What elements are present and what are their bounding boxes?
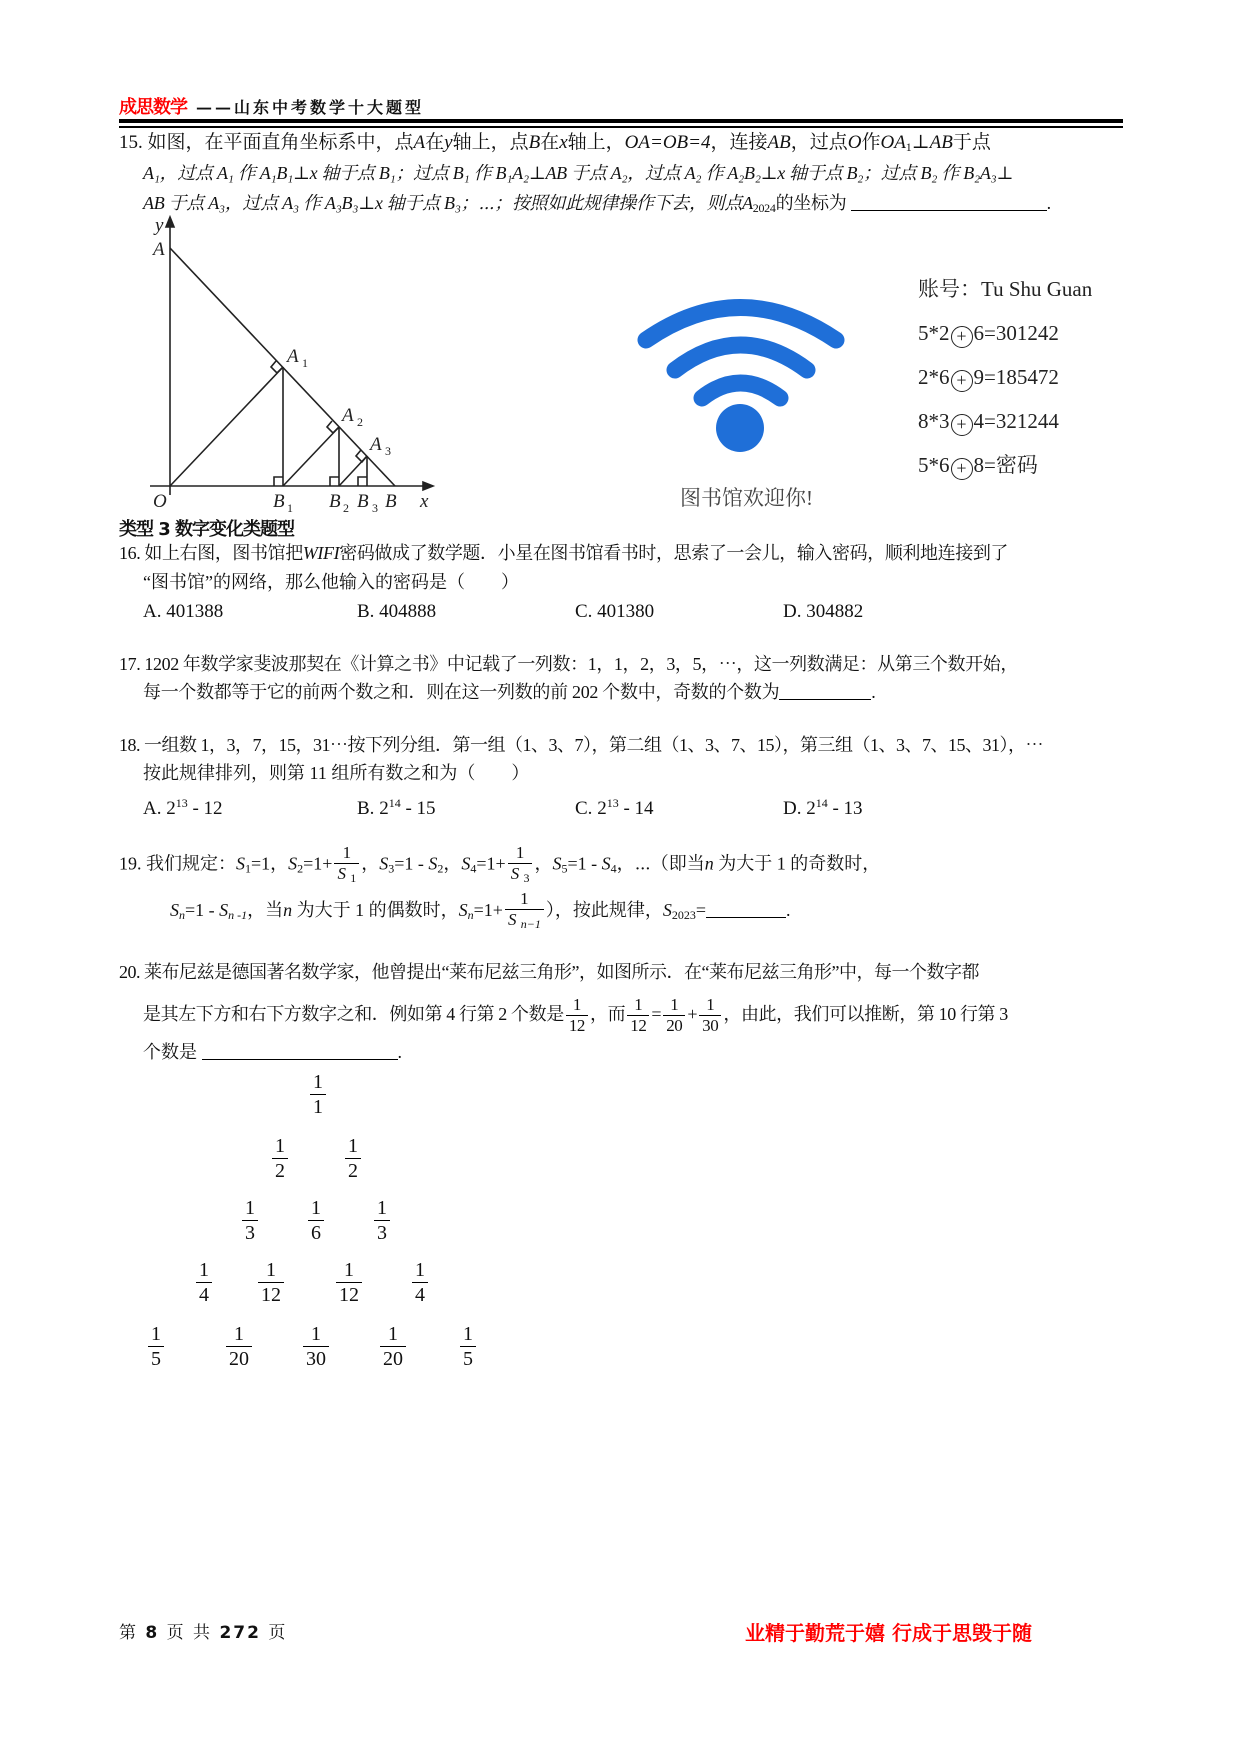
triangle-cell: $\frac{1}{6}$	[308, 1196, 324, 1245]
q16-line2: “图书馆”的网络，那么他输入的密码是（ ）	[143, 572, 519, 592]
right-angle-B3	[358, 477, 367, 486]
label-B2: B	[329, 491, 341, 512]
wifi-arc-inner	[702, 383, 780, 398]
label-y: y	[155, 215, 164, 236]
q15-answer-blank	[851, 192, 1047, 211]
q18-line2: 按此规律排列，则第 11 组所有数之和为（ ）	[143, 763, 530, 783]
circled-plus-icon: +	[951, 414, 973, 436]
triangle-cell: $\frac{1}{4}$	[412, 1258, 428, 1307]
label-A2: A	[342, 405, 354, 426]
circled-plus-icon: +	[951, 458, 973, 480]
wifi-caption: 图书馆欢迎你!	[680, 486, 813, 510]
svg-text:1: 1	[302, 356, 308, 370]
q17-answer-blank	[779, 681, 871, 700]
wifi-icon	[625, 290, 855, 460]
label-B1: B	[273, 491, 285, 512]
svg-text:3: 3	[385, 444, 391, 458]
q18-line1: 18. 一组数 1，3，7，15，31⋯按下列分组．第一组（1、3、7），第二组（1、3、7、15），第三组（1、3、7、15、31），⋯	[119, 735, 1043, 755]
q16-option-a: A. 401388	[143, 601, 224, 622]
triangle-cell: $\frac{1}{1}$	[310, 1070, 326, 1119]
wifi-row-4: 5*6 + 8=密码	[918, 453, 1038, 478]
fraction: $\frac{1}{S _1}$	[334, 843, 359, 888]
q18-option-a: A. $2^{13} - 12$	[143, 796, 223, 819]
q16-option-d: D. 304882	[783, 601, 864, 622]
triangle-cell: $\frac{1}{20}$	[380, 1322, 406, 1371]
q15-line2: A₁，过点 A₁ 作 A₁B₁⊥x 轴于点 B₁；过点 B₁ 作 B₁A₂⊥AB 于点 A₂，过点 A₂ 作 A₂B₂⊥x 轴于点 B₂；过点 B₂ 作 B₂A₃⊥	[143, 163, 1014, 183]
fraction: $\frac{1}{30}$	[699, 995, 721, 1036]
header-subtitle: ——山东中考数学十大题型	[196, 98, 425, 117]
circled-plus-icon: +	[951, 370, 973, 392]
line-OA1	[170, 367, 283, 486]
q20-line3: 个数是 .	[143, 1042, 402, 1062]
wifi-dot	[716, 404, 764, 452]
wifi-arc-outer	[646, 308, 836, 341]
q17-line2: 每一个数都等于它的前两个数之和．则在这一列数的前 202 个数中，奇数的个数为 .	[143, 682, 876, 702]
triangle-cell: $\frac{1}{30}$	[303, 1322, 329, 1371]
right-angle-A3	[356, 450, 367, 462]
right-angle-A1	[271, 361, 283, 373]
wifi-account: 账号：Tu Shu Guan	[918, 277, 1093, 301]
svg-text:2: 2	[343, 501, 349, 515]
svg-text:1: 1	[287, 501, 293, 515]
label-O: O	[153, 491, 167, 512]
fraction: $\frac{1}{S _3}$	[508, 843, 533, 888]
q18-option-d: D. $2^{14} - 13$	[783, 796, 863, 819]
wifi-row-2: 2*6 + 9=185472	[918, 365, 1059, 390]
label-B3: B	[357, 491, 369, 512]
y-axis-arrow	[166, 217, 174, 227]
right-angle-B1	[274, 477, 283, 486]
right-angle-A2	[327, 421, 339, 433]
fraction: $\frac{1}{S _{n-1}}$	[505, 889, 544, 934]
header-rule-thick	[119, 119, 1123, 123]
triangle-cell: $\frac{1}{12}$	[336, 1258, 362, 1307]
q19-line1: 19. 我们规定：$S_1=1$，$S_2=1+$ $\frac{1}{S _1}$ ，$S_3=1 - S_2$，$S_4=1+$ $\frac{1}{S _3}$ ，$S_5=1 - S_4$，⋯（即当n 为大于 1 的奇数时，	[119, 843, 880, 889]
circled-plus-icon: +	[951, 326, 973, 348]
q20-line1: 20. 莱布尼兹是德国著名数学家，他曾提出“莱布尼兹三角形”，如图所示．在“莱布尼兹三角形”中，每一个数字都	[119, 962, 979, 982]
q16-option-c: C. 401380	[575, 601, 655, 622]
triangle-cell: $\frac{1}{4}$	[196, 1258, 212, 1307]
fraction: $\frac{1}{12}$	[566, 995, 588, 1036]
q20-answer-blank	[202, 1041, 398, 1060]
wifi-row-1: 5*2 + 6=301242	[918, 321, 1059, 346]
q15-geometry-figure	[135, 215, 445, 515]
triangle-cell: $\frac{1}{12}$	[258, 1258, 284, 1307]
triangle-cell: $\frac{1}{2}$	[345, 1134, 361, 1183]
svg-text:3: 3	[372, 501, 378, 515]
q16-option-b: B. 404888	[357, 601, 437, 622]
label-B: B	[385, 491, 397, 512]
leibniz-triangle	[130, 1070, 510, 1390]
fraction: $\frac{1}{12}$	[627, 995, 649, 1036]
footer-motto: 业精于勤荒于嬉 行成于思毁于随	[745, 1621, 1032, 1645]
q19-answer-blank	[706, 899, 786, 918]
q18-option-b: B. $2^{14} - 15$	[357, 796, 436, 819]
q19-line2: $S_n=1 - S_{n -1}$，当n 为大于 1 的偶数时，$S_n=1+$ $\frac{1}{S _{n-1}}$ ），按此规律，$S_{2023}=$ .	[170, 888, 790, 937]
wifi-arc-middle	[675, 345, 807, 370]
q15-line1: 15. 如图，在平面直角坐标系中，点A在y轴上，点B在x轴上，OA=OB=4，连接AB，过点O作$OA_1\perp AB$于点	[119, 132, 991, 154]
q17-line1: 17. 1202 年数学家斐波那契在《计算之书》中记载了一列数：1，1，2，3，5，⋯，这一列数满足：从第三个数开始，	[119, 654, 1018, 674]
svg-text:2: 2	[357, 415, 363, 429]
right-angle-B2	[330, 477, 339, 486]
header-rule-thin	[119, 126, 1123, 128]
page-number: 第 8 页 共 272 页	[119, 1623, 288, 1643]
triangle-cell: $\frac{1}{5}$	[148, 1322, 164, 1371]
fraction: $\frac{1}{20}$	[663, 995, 685, 1036]
q20-line2: 是其左下方和右下方数字之和．例如第 4 行第 2 个数是 $\frac{1}{12}$ ，而 $\frac{1}{12}$ = $\frac{1}{20}$ + $\frac{1}{30}$ ，由此，我们可以推断，第 10 行第 3	[143, 995, 1008, 1036]
label-A1: A	[287, 346, 299, 367]
section-heading: 类型 3 数字变化类题型	[119, 519, 295, 540]
triangle-cell: $\frac{1}{2}$	[272, 1134, 288, 1183]
header-brand: 成思数学	[119, 97, 187, 118]
label-x: x	[420, 491, 429, 512]
wifi-row-3: 8*3 + 4=321244	[918, 409, 1059, 434]
label-A: A	[153, 239, 165, 260]
triangle-cell: $\frac{1}{5}$	[460, 1322, 476, 1371]
triangle-cell: $\frac{1}{3}$	[374, 1196, 390, 1245]
x-axis-arrow	[423, 482, 433, 490]
q18-option-c: C. $2^{13} - 14$	[575, 796, 654, 819]
q16-line1: 16. 如上右图，图书馆把WIFI密码做成了数学题．小星在图书馆看书时，思索了一会儿，输入密码，顺利地连接到了	[119, 543, 1009, 563]
q15-line3: AB 于点 A₃，过点 A₃ 作 A₃B₃⊥x 轴于点 B₃；⋯；按照如此规律操作下去，则点$A_{2024}$的坐标为 .	[143, 193, 1051, 215]
triangle-cell: $\frac{1}{3}$	[242, 1196, 258, 1245]
triangle-cell: $\frac{1}{20}$	[226, 1322, 252, 1371]
label-A3: A	[370, 434, 382, 455]
